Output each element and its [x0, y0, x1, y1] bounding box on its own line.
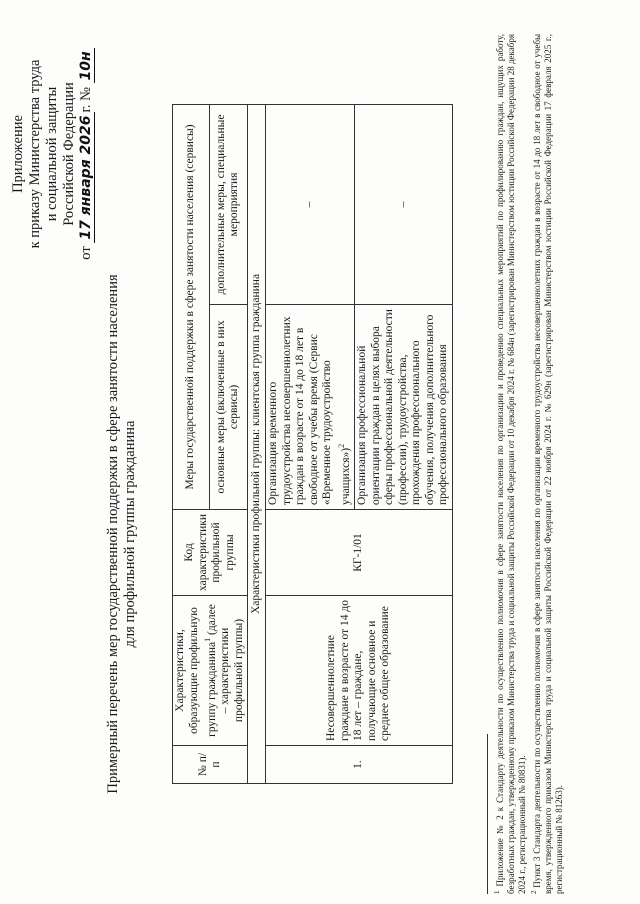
row-basic-measure-2: Организация профессиональной ориентации граждан в целях выбора сферы профессиональной деятельности (профессии), трудоустройства, прохождения профессионального обучения, получения дополнительного профессионального образования [355, 304, 453, 509]
appendix-title: Приложение [10, 115, 26, 193]
footnote-2: $^2$ Пункт 3 Стандарта деятельности по осуществлению полномочия в сфере занятости населения по организации временного трудоустройства несовершеннолетних граждан в возрасте от 14 до 18 лет в свободное от учебы время, утвержденного приказом Министерства труда и социальной защиты Российской Федерации от 22 ноября 2024 г. № 629н (зарегистрирован Министерством юстиции Российской Федерации 17 февраля 2025 г., регистрационный № 81263). [529, 33, 565, 894]
appendix-ministry-line: и социальной защиты [44, 86, 60, 222]
handwritten-date: 17 января 2026 [78, 112, 95, 242]
row-additional-measure-1: – [266, 104, 355, 304]
header-number: № п/п [173, 746, 248, 784]
row-number: 1. [266, 746, 452, 784]
footnotes [492, 34, 565, 894]
footnote-separator [487, 734, 488, 894]
header-code: Код характеристики профильной группы [173, 509, 248, 595]
row-basic-measure-1: Организация временного трудоустройства несовершеннолетних граждан в возрасте от 14 до 18 лет в свободное от учебы время (Сервис «Временное трудоустройство учащихся»)$^2$ [266, 304, 355, 509]
row-code: КГ-1/01 [266, 509, 452, 595]
measures-table [172, 104, 453, 784]
appendix-order-line: к приказу Министерства труда [27, 59, 43, 249]
date-prefix: от [78, 246, 94, 260]
title-line-2: для профильной группы гражданина [122, 420, 138, 648]
footnote-ref-1: 1 [203, 637, 212, 642]
header-additional-measures: дополнительные меры, специальные мероприятия [209, 104, 248, 304]
handwritten-order-number: 10н [78, 48, 95, 83]
header-basic-measures: основные меры (включенные в них сервисы) [209, 304, 248, 509]
header-characteristics: Характеристики, образующие профильную группу гражданина$^1$ (далее – характеристики профильной группы) [173, 596, 248, 746]
document-title [105, 224, 139, 844]
section-title-row: Характеристики профильной группы: клиентская группа гражданина [248, 104, 266, 783]
footnote-ref-2: 2 [336, 443, 346, 448]
appendix-date-line [78, 14, 95, 294]
appendix-block [10, 14, 95, 294]
row-characteristic: Несовершеннолетние граждане в возрасте от 14 до 18 лет – граждане, получающие основное и среднее общее образование [266, 596, 452, 746]
date-suffix: г. № [78, 87, 94, 113]
footnote-1: $^1$ Приложение № 2 к Стандарту деятельности по осуществлению полномочия в сфере занятости населения по организации и проведению специальных мероприятий по профилированию граждан, ищущих работу, безработных граждан, утвержденному приказом Министерства труда и социальной защиты Российской Федерации от 10 декабря 2024 г. № 684н (зарегистрирован Министерством юстиции Российской Федерации 28 декабря 2024 г., регистрационный № 80831). [493, 33, 528, 894]
appendix-country-line: Российской Федерации [61, 82, 77, 226]
row-additional-measure-2: – [355, 104, 453, 304]
header-measures: Меры государственной поддержки в сфере занятости населения (сервисы) [173, 104, 210, 509]
title-line-1: Примерный перечень мер государственной поддержки в сфере занятости населения [105, 274, 121, 794]
